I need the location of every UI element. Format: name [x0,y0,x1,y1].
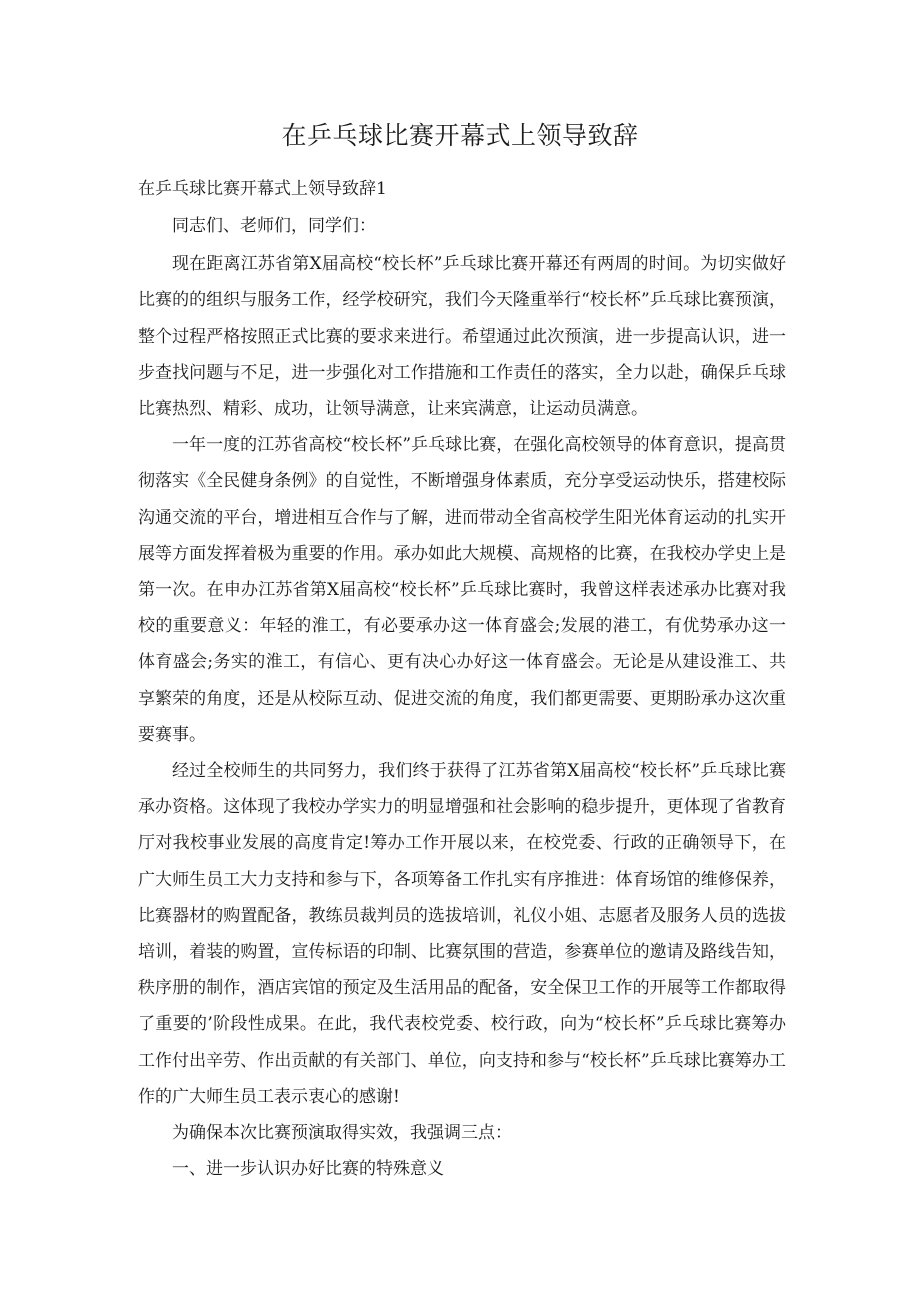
document-title: 在乒乓球比赛开幕式上领导致辞 [281,121,639,150]
body-paragraph-3: 经过全校师生的共同努力，我们终于获得了江苏省第X届高校“校长杯”乒乓球比赛承办资格。这体现了我校办学实力的明显增强和社会影响的稳步提升，更体现了省教育厅对我校事业发展的高度肯定!筹办工作开展以来，在校党委、行政的正确领导下，在广大师生员工大力支持和参与下，各项筹备工作扎实有序推进：体育场馆的维修保养，比赛器材的购置配备，教练员裁判员的选拔培训，礼仪小姐、志愿者及服务人员的选拔培训，着装的购置，宣传标语的印制、比赛氛围的营造，参赛单位的邀请及路线告知，秩序册的制作，酒店宾馆的预定及生活用品的配备，安全保卫工作的开展等工作都取得了重要的’阶段性成果。在此，我代表校党委、校行政，向为“校长杯”乒乓球比赛筹办工作付出辛劳、作出贡献的有关部门、单位，向支持和参与“校长杯”乒乓球比赛筹办工作的广大师生员工表示衷心的感谢! [138,761,786,1107]
salutation-paragraph: 同志们、老师们，同学们： [172,216,376,236]
document-subtitle: 在乒乓球比赛开幕式上领导致辞1 [138,179,387,199]
document-body [138,208,786,1187]
section-heading-1: 一、进一步认识办好比赛的特殊意义 [172,1159,444,1180]
body-paragraph-4: 为确保本次比赛预演取得实效，我强调三点： [172,1123,512,1144]
body-paragraph-2: 一年一度的江苏省高校“校长杯”乒乓球比赛，在强化高校领导的体育意识，提高贯彻落实《全民健身条例》的自觉性，不断增强身体素质，充分享受运动快乐，搭建校际沟通交流的平台，增进相互合作与了解，进而带动全省高校学生阳光体育运动的扎实开展等方面发挥着极为重要的作用。承办如此大规模、高规格的比赛，在我校办学史上是第一次。在申办江苏省第X届高校“校长杯”乒乓球比赛时，我曾这样表述承办比赛对我校的重要意义：年轻的淮工，有必要承办这一体育盛会;发展的港工，有优势承办这一体育盛会;务实的淮工，有信心、更有决心办好这一体育盛会。无论是从建设淮工、共享繁荣的角度，还是从校际互动、促进交流的角度，我们都更需要、更期盼承办这次重要赛事。 [138,435,786,745]
body-paragraph-1: 现在距离江苏省第X届高校“校长杯”乒乓球比赛开幕还有两周的时间。为切实做好比赛的的组织与服务工作，经学校研究，我们今天隆重举行“校长杯”乒乓球比赛预演，整个过程严格按照正式比赛的要求来进行。希望通过此次预演，进一步提高认识，进一步查找问题与不足，进一步强化对工作措施和工作责任的落实，全力以赴，确保乒乓球比赛热烈、精彩、成功，让领导满意，让来宾满意，让运动员满意。 [138,254,786,420]
